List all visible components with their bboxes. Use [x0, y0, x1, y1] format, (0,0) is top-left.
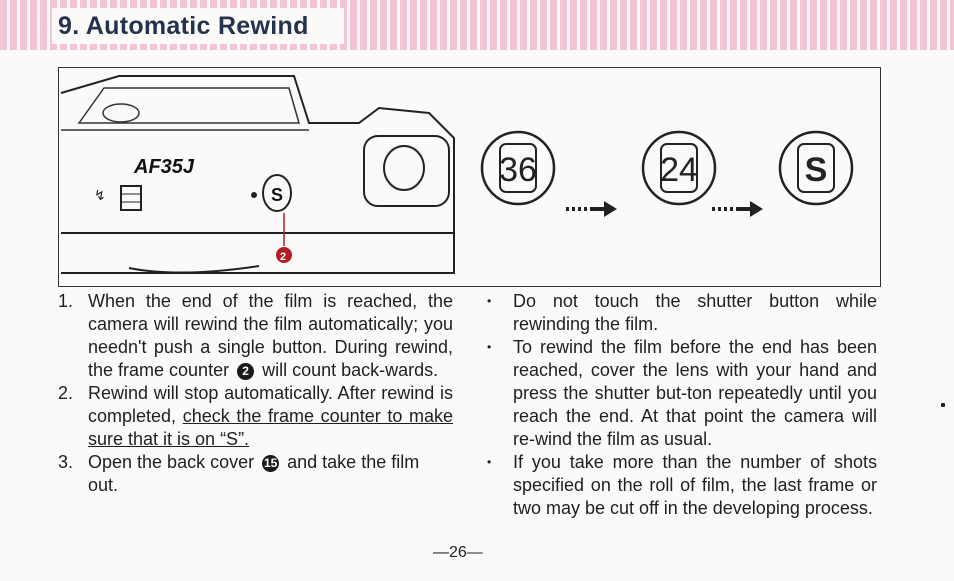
reference-badge: 2	[237, 363, 254, 380]
item-text	[88, 382, 453, 451]
camera-brand-label: AF35J	[134, 156, 195, 178]
note-text: If you take more than the number of shots specified on the roll of film, the last frame or two may be cut off in the developing process.	[513, 452, 877, 518]
item-text-part: Rewind will stop automatically. After rewind is completed,	[88, 383, 453, 426]
dial-s: S	[804, 151, 828, 189]
bullet: •	[487, 455, 492, 469]
header-title-box	[52, 8, 344, 44]
reference-badge: 15	[263, 456, 278, 470]
list-item	[487, 336, 877, 451]
item-text	[88, 451, 453, 497]
dial-24: 24	[660, 151, 698, 189]
left-instructions	[58, 290, 453, 497]
bullet: •	[487, 340, 492, 354]
list-item	[58, 290, 453, 382]
item-number: 2.	[58, 383, 74, 403]
camera-illustration	[58, 67, 881, 287]
margin-mark	[941, 403, 945, 407]
list-item	[487, 290, 877, 336]
item-number: 3.	[58, 452, 74, 472]
list-item	[58, 451, 453, 497]
right-notes	[487, 290, 877, 520]
item-text	[88, 290, 453, 382]
dial-36: 36	[499, 151, 537, 189]
list-item	[58, 382, 453, 451]
underlined-instruction: check the frame counter to make sure that it is on “S”.	[88, 406, 453, 449]
list-item	[487, 451, 877, 520]
page-title: 9. Automatic Rewind	[58, 11, 309, 40]
flash-icon: ↯	[94, 188, 106, 204]
page-number: —26—	[433, 544, 483, 561]
item-text-part: will count back-wards.	[262, 360, 439, 380]
callout-number: 2	[280, 251, 287, 263]
frame-counter-letter: S	[271, 185, 284, 205]
note-text: Do not touch the shutter button while rewinding the film.	[513, 291, 877, 334]
item-text-part: and take the film out.	[88, 452, 420, 495]
item-number: 1.	[58, 291, 74, 311]
item-text-part: When the end of the film is reached, the camera will rewind the film automatically; you needn't push a single button. During rewind, the frame counter	[88, 291, 453, 380]
camera-drawing	[59, 68, 882, 288]
bullet: •	[487, 294, 492, 308]
item-text-part: Open the back cover	[88, 452, 255, 472]
note-text: To rewind the film before the end has been reached, cover the lens with your hand and press the shutter but-ton repeatedly until you reach the end. At that point the camera will re-wind the film as usual.	[513, 337, 877, 449]
